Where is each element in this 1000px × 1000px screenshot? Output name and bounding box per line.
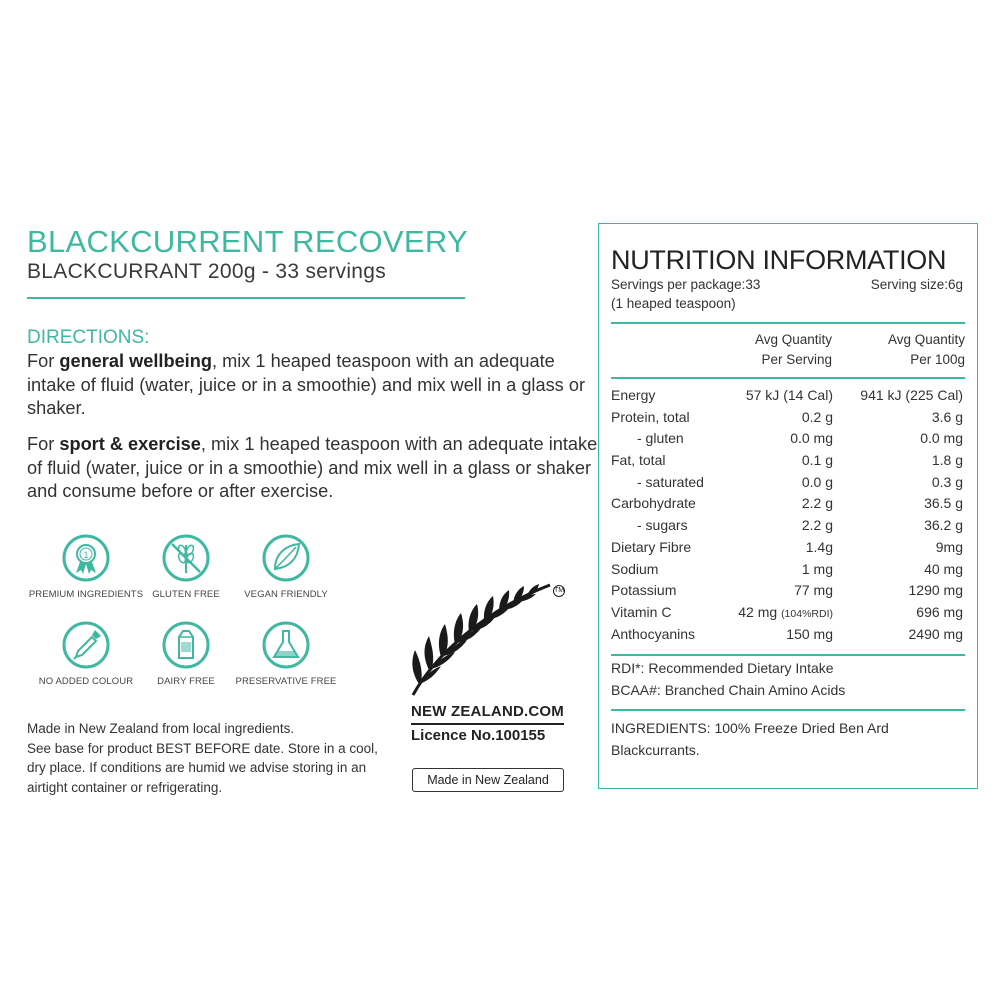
- storage-instructions: [27, 719, 387, 797]
- nutrition-row-sodium: Sodium 1 mg 40 mg: [611, 560, 963, 577]
- nutrition-row-fat: Fat, total 0.1 g 1.8 g: [611, 452, 963, 469]
- nutrition-table: [611, 385, 965, 645]
- directions-sport-paragraph: For sport & exercise, mix 1 heaped teaspoon with an adequate intake of fluid (water, juice or in a smoothie) and mix well in a glass or shaker and consume before or after exercise.: [27, 434, 598, 501]
- column-header-per-100g: Avg Quantity Per 100g: [887, 332, 965, 367]
- rdi-percent: (104%RDI): [781, 607, 833, 620]
- directions-general-paragraph: For general wellbeing, mix 1 heaped teaspoon with an adequate intake of fluid (water, juice or in a smoothie) and mix well in a glass or shaker.: [27, 351, 586, 418]
- storage-line: See base for product BEST BEFORE date. Store in a cool, dry place. If conditions are humid we advise storing in an airtight container or refrigerating.: [27, 740, 378, 795]
- nutrition-divider: [611, 377, 965, 379]
- nutrition-divider: [611, 709, 965, 711]
- column-header-per-serving: Avg Quantity Per Serving: [754, 332, 832, 367]
- general-wellbeing-emphasis: general wellbeing: [59, 351, 212, 371]
- badge-preservative-free: [226, 620, 346, 687]
- ribbon-medal-icon: [61, 533, 111, 583]
- trademark-symbol: TM: [553, 585, 565, 597]
- silver-fern-icon: [405, 580, 555, 700]
- licence-number: Licence No.100155: [411, 727, 546, 744]
- nz-domain-text: NEW ZEALAND.COM: [411, 703, 564, 720]
- flask-icon: [261, 620, 311, 670]
- badge-label: GLUTEN FREE: [152, 589, 220, 600]
- nutrition-row-potassium: Potassium 77 mg 1290 mg: [611, 582, 963, 599]
- badge-label: DAIRY FREE: [157, 676, 215, 687]
- badge-label: NO ADDED COLOUR: [38, 676, 134, 687]
- nutrition-row-sugars: - sugars 2.2 g 36.2 g: [637, 517, 963, 534]
- nutrition-row-fibre: Dietary Fibre 1.4g 9mg: [611, 538, 963, 555]
- made-in-nz-line: Made in New Zealand from local ingredients.: [27, 721, 295, 736]
- nz-divider: [411, 723, 564, 725]
- badge-label: PREMIUM INGREDIENTS: [28, 589, 144, 600]
- nutrition-divider: [611, 654, 965, 656]
- svg-text:1: 1: [83, 550, 89, 560]
- nutrition-row-vitamin-c: Vitamin C 42 mg (104%RDI) 696 mg: [611, 603, 963, 620]
- nutrition-row-energy: Energy 57 kJ (14 Cal) 941 kJ (225 Cal): [611, 387, 963, 403]
- bcaa-footnote: BCAA#: Branched Chain Amino Acids: [611, 682, 846, 698]
- nutrition-row-carbohydrate: Carbohydrate 2.2 g 36.5 g: [611, 495, 963, 512]
- badge-label: VEGAN FRIENDLY: [244, 589, 328, 600]
- title-divider: [27, 297, 465, 299]
- nutrition-title: NUTRITION INFORMATION: [611, 245, 947, 275]
- nutrition-row-protein: Protein, total 0.2 g 3.6 g: [611, 408, 963, 425]
- nutrition-row-saturated: - saturated 0.0 g 0.3 g: [637, 473, 963, 490]
- wheat-crossed-icon: [161, 533, 211, 583]
- nutrition-row-gluten: - gluten 0.0 mg 0.0 mg: [637, 430, 963, 447]
- dropper-icon: [61, 620, 111, 670]
- badge-label: PRESERVATIVE FREE: [235, 676, 337, 687]
- ingredients-text: INGREDIENTS: 100% Freeze Dried Ben Ard Blackcurrants.: [611, 720, 889, 758]
- nutrition-divider: [611, 322, 965, 324]
- rdi-footnote: RDI*: Recommended Dietary Intake: [611, 660, 834, 676]
- badge-vegan-friendly: [226, 533, 346, 600]
- directions-heading: DIRECTIONS:: [27, 327, 150, 348]
- product-subtitle: BLACKCURRANT 200g - 33 servings: [27, 260, 387, 283]
- servings-per-package: Servings per package:33: [611, 277, 761, 292]
- milk-carton-icon: [161, 620, 211, 670]
- sport-exercise-emphasis: sport & exercise: [59, 434, 201, 454]
- made-in-nz-badge: Made in New Zealand: [412, 768, 564, 792]
- serving-size: Serving size:6g: [870, 277, 963, 292]
- nutrition-row-anthocyanins: Anthocyanins 150 mg 2490 mg: [611, 625, 963, 642]
- leaf-icon: [261, 533, 311, 583]
- serving-note: (1 heaped teaspoon): [611, 296, 736, 311]
- product-title: BLACKCURRENT RECOVERY: [27, 224, 468, 259]
